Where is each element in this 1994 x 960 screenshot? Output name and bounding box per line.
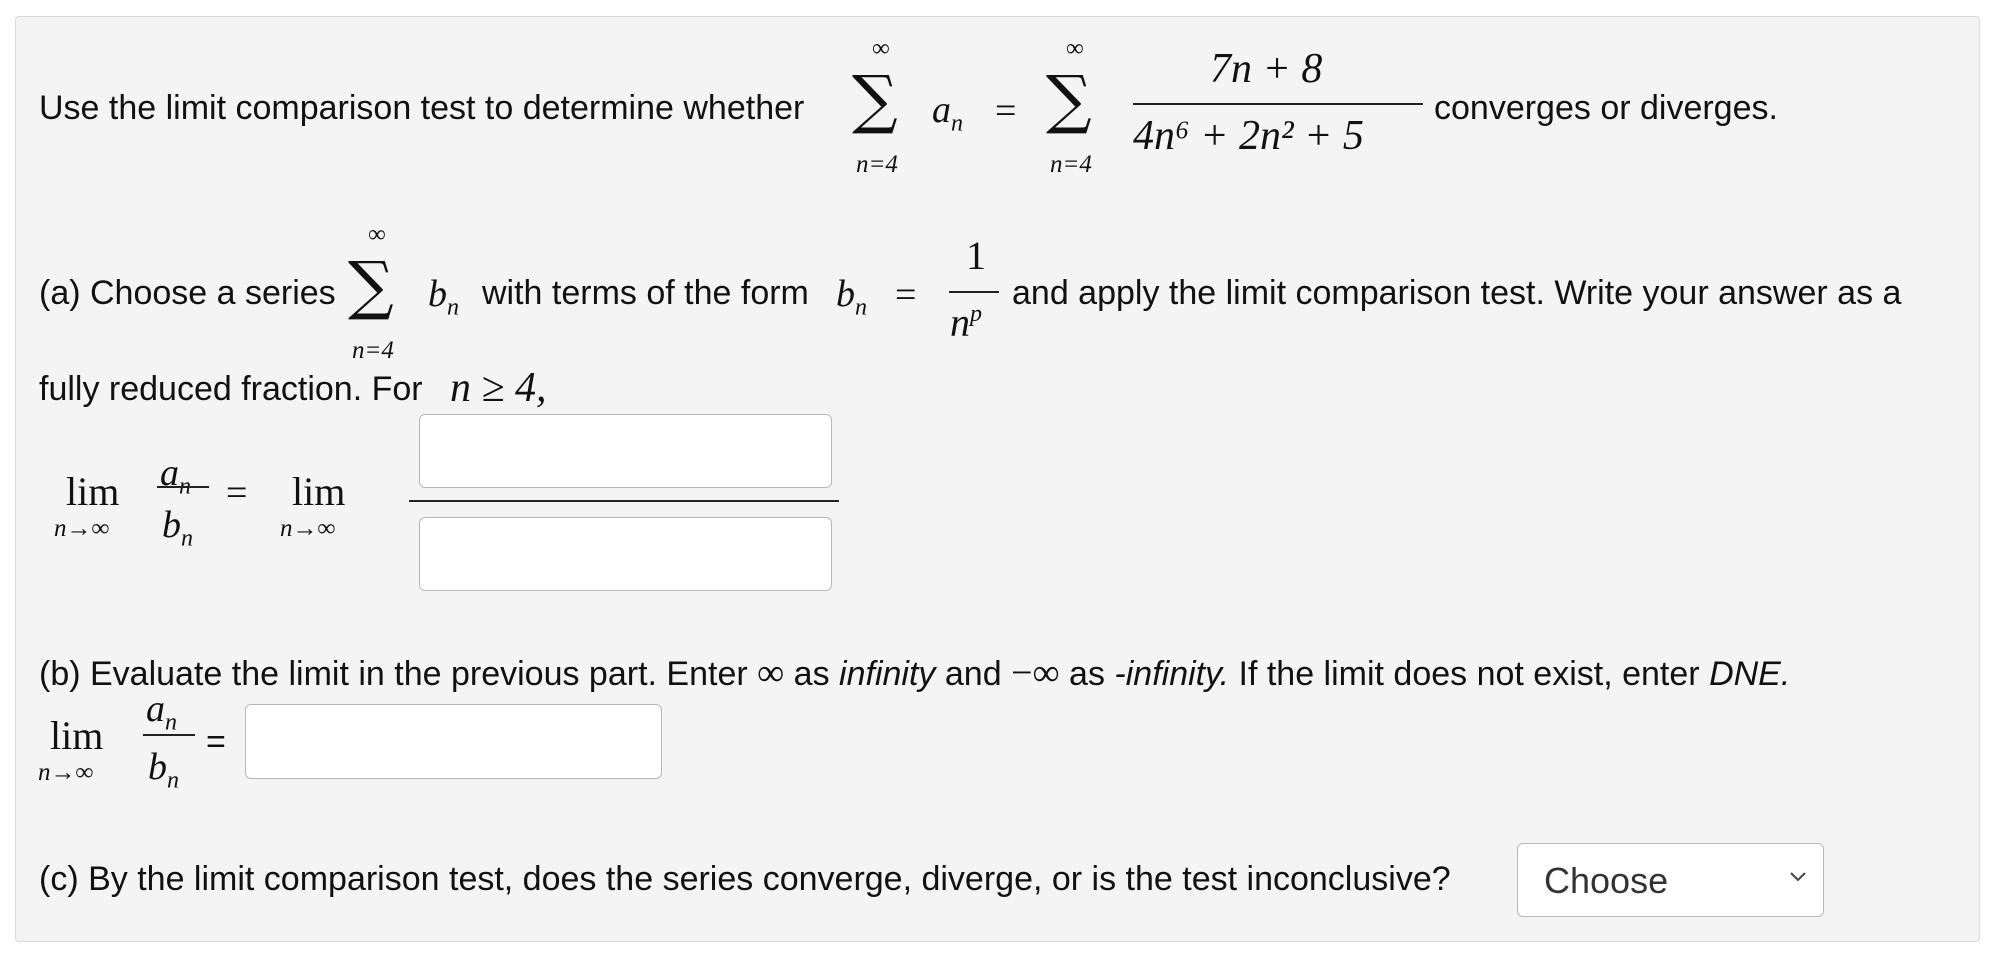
ratio-numerator: $a_n$ — [160, 452, 191, 500]
sum1-upper: ∞ — [872, 35, 890, 62]
sigma-icon: ∑ — [1046, 63, 1092, 137]
equals-sign: = — [206, 723, 226, 761]
denominator-input[interactable] — [419, 517, 832, 591]
part-c-question: (c) By the limit comparison test, does the series converge, diverge, or is the test inconclusive? — [39, 860, 1451, 898]
lim-subscript: n→∞ — [38, 759, 94, 786]
part-a-text2: with terms of the form — [482, 274, 809, 312]
lim2-subscript: n→∞ — [280, 515, 336, 542]
part-b-instructions — [39, 654, 1790, 694]
part-b-text1: (b) Evaluate the limit in the previous part. Enter — [39, 655, 748, 693]
limit-answer-input[interactable] — [245, 704, 662, 779]
term-b: $b_n$ — [428, 273, 459, 321]
as-word: as — [793, 655, 830, 693]
series-numerator: 7n + 8 — [1210, 46, 1323, 92]
as-word: as — [1069, 655, 1105, 693]
dne-word: DNE. — [1709, 655, 1791, 693]
form-denominator: $n^p$ — [950, 299, 982, 345]
ratio-denominator: $b_n$ — [162, 504, 193, 552]
conclusion-select[interactable] — [1517, 843, 1824, 917]
equals-sign: = — [995, 90, 1017, 132]
chevron-down-icon — [1789, 867, 1807, 885]
part-a-text4: fully reduced fraction. For — [39, 370, 423, 408]
part-a-text1: (a) Choose a series — [39, 274, 336, 312]
sum1-lower: n=4 — [856, 151, 898, 178]
sigma-icon: ∑ — [852, 63, 898, 137]
and-word: and — [944, 655, 1002, 693]
lim-subscript: n→∞ — [54, 515, 110, 542]
neg-infinity-word: -infinity. — [1114, 655, 1230, 693]
series-denominator: 4n⁶ + 2n² + 5 — [1133, 113, 1364, 159]
lim2-label: lim — [292, 469, 346, 514]
infinity-symbol: ∞ — [757, 652, 785, 694]
sum-b-upper: ∞ — [368, 221, 386, 248]
equals-sign: = — [226, 472, 248, 514]
neg-infinity-symbol: −∞ — [1011, 652, 1060, 694]
ratio-numerator: $a_n$ — [146, 688, 177, 736]
intro-text-before: Use the limit comparison test to determine whether — [39, 89, 805, 127]
fraction-bar — [949, 291, 999, 293]
term-a: $a_n$ — [932, 89, 963, 137]
part-b-text2: If the limit does not exist, enter — [1238, 655, 1700, 693]
sum2-upper: ∞ — [1066, 35, 1084, 62]
numerator-input[interactable] — [419, 414, 832, 488]
equals-sign: = — [895, 274, 917, 316]
fraction-bar — [143, 734, 195, 736]
sum-b-lower: n=4 — [352, 337, 394, 364]
sigma-icon: ∑ — [348, 249, 394, 323]
part-a-text3: and apply the limit comparison test. Write your answer as a — [1012, 274, 1902, 312]
lim-label: lim — [50, 713, 104, 758]
form-numerator: 1 — [966, 233, 986, 278]
select-value: Choose — [1544, 860, 1669, 901]
lim-label: lim — [66, 469, 120, 514]
infinity-word: infinity — [839, 655, 936, 693]
fraction-bar — [157, 486, 209, 488]
condition: n ≥ 4, — [450, 365, 547, 411]
sum2-lower: n=4 — [1050, 151, 1092, 178]
ratio-denominator: $b_n$ — [148, 746, 179, 794]
fraction-bar — [1133, 103, 1423, 105]
intro-text-after: converges or diverges. — [1434, 89, 1778, 127]
fraction-bar — [409, 500, 839, 502]
form-b: $b_n$ — [836, 273, 867, 321]
